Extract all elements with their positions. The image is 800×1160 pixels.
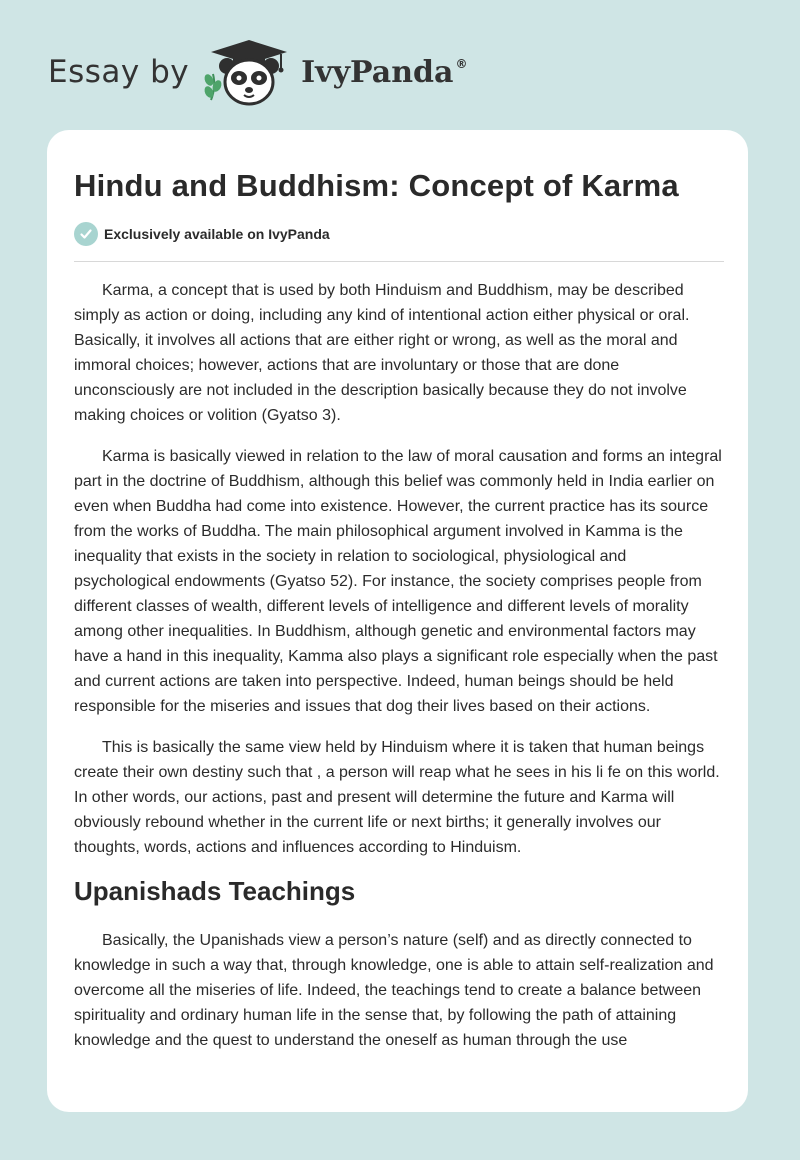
exclusive-label: Exclusively available on IvyPanda — [104, 226, 330, 242]
site-header — [48, 36, 467, 108]
registered-mark: ® — [455, 56, 468, 71]
brand-name[interactable] — [301, 55, 467, 90]
essay-card — [47, 130, 748, 1112]
paragraph: Karma is basically viewed in relation to the law of moral causation and forms an integral part in the doctrine of Buddhism, although this belief was commonly held in India earlier on even when Buddha had come into existence. However, the current practice has its source from the works of Buddha. The main philosophical argument involved in Kamma is the inequality that exists in the society in relation to sociological, physiological and psychological endowments (Gyatso 52). For instance, the society comprises people from different classes of wealth, different levels of intelligence and different levels of morality among other inequalities. In Buddhism, although genetic and environmental factors may have a hand in this inequality, Kamma also plays a significant role especially when the past and current actions are taken into perspective. Indeed, human beings should be held responsible for the miseries and issues that dog their lives based on their actions. — [74, 448, 722, 715]
paragraph: This is basically the same view held by Hinduism where it is taken that human beings create their own destiny such that , a person will reap what he sees in his li fe on this world. In other words, our actions, past and present will determine the future and Karma will obviously rebound whether in the current life or next births; it generally involves our thoughts, words, actions and influences according to Hinduism. — [74, 739, 720, 856]
section-heading: Upanishads Teachings — [74, 876, 356, 906]
paragraph: Basically, the Upanishads view a person’s nature (self) and as directly connected to knowledge in such a way that, through knowledge, one is able to attain self-realization and overcome all the miseries of life. Indeed, the teachings tend to create a balance between spirituality and ordinary human life in the sense that, by following the path of attaining knowledge and the quest to understand the oneself as human through the use — [74, 932, 714, 1049]
check-icon — [74, 222, 98, 246]
exclusive-badge — [74, 222, 330, 246]
page-title: Hindu and Buddhism: Concept of Karma — [74, 168, 679, 203]
divider — [74, 261, 724, 262]
article-body — [74, 278, 724, 1069]
paragraph: Karma, a concept that is used by both Hinduism and Buddhism, may be described simply as action or doing, including any kind of intentional action either physical or oral. Basically, it involves all actions that are either right or wrong, as well as the moral and immoral choices; however, actions that are involuntary or those that are done unconsciously are not included in the description basically because they do not involve making choices or volition (Gyatso 3). — [74, 282, 690, 424]
essay-by-label: Essay by — [48, 54, 190, 90]
panda-graduation-cap-icon[interactable] — [201, 36, 297, 108]
brand-text: IvyPanda — [301, 54, 454, 90]
